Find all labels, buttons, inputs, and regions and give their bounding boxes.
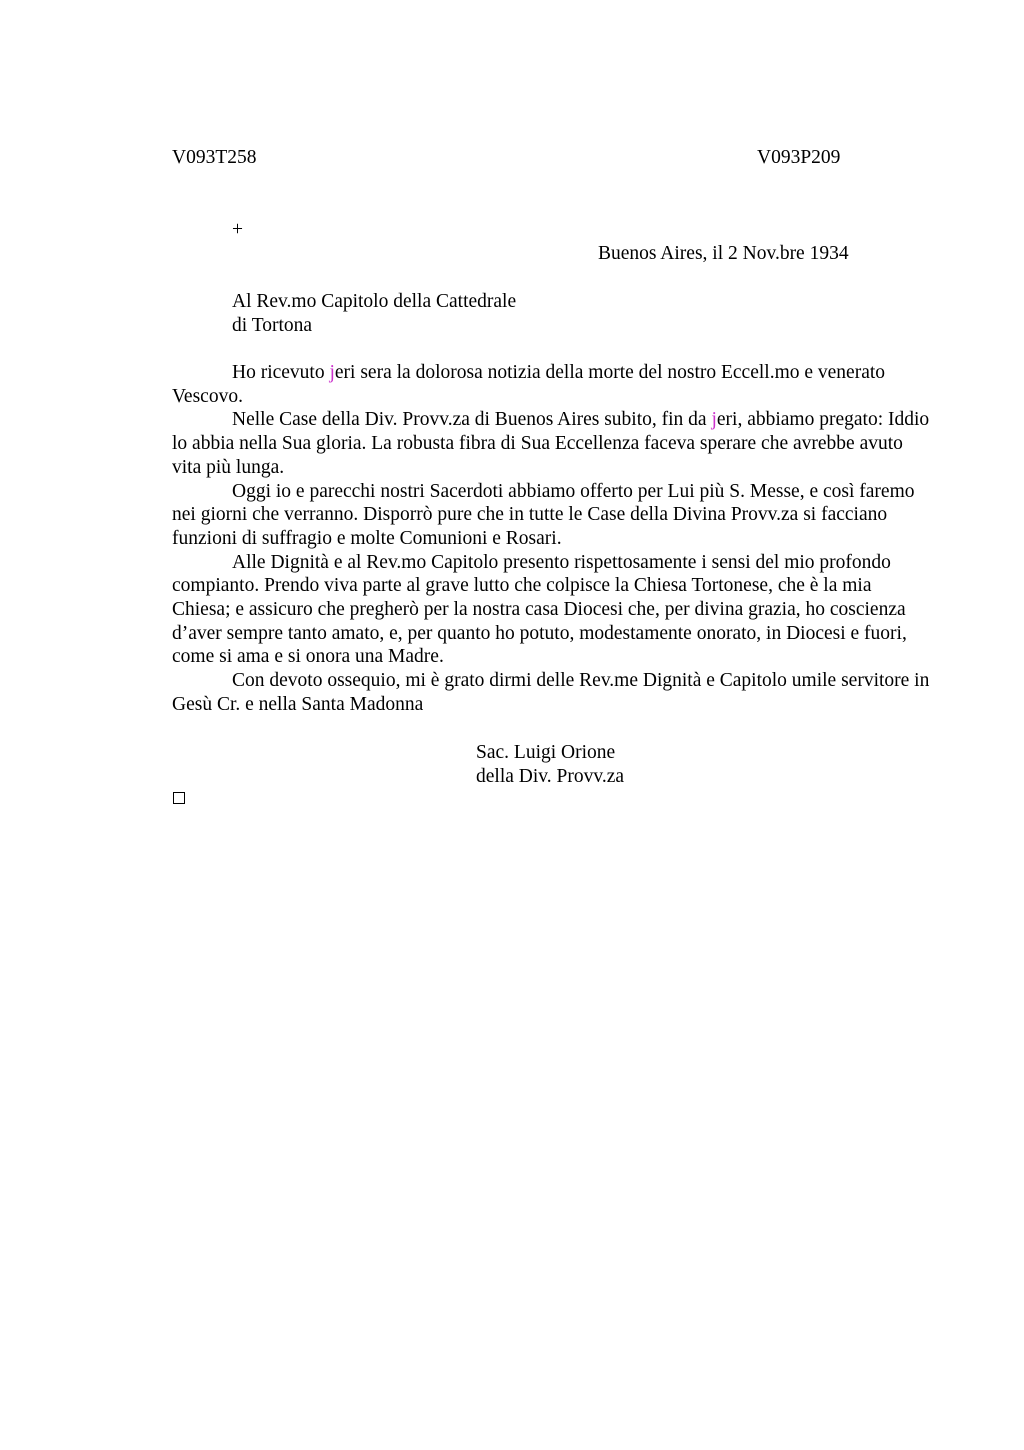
addressee-line-1: Al Rev.mo Capitolo della Cattedrale	[232, 291, 517, 312]
cross-symbol: +	[232, 219, 243, 240]
end-square-icon	[173, 792, 185, 804]
paragraph-2-start: Nelle Case della Div. Provv.za di Buenos Aires subito, fin da	[232, 409, 712, 431]
paragraph-3: Oggi io e parecchi nostri Sacerdoti abbiamo offerto per Lui più S. Messe, e così faremo nei giorni che verranno. Disporrò pure che in tutte le Case della Divina Provv.za si facciano funzioni di suffragio e molte Comunioni e Rosari.	[172, 480, 915, 549]
paragraph-2-rest: eri, abbiamo pregato: Iddio lo abbia nella Sua gloria. La robusta fibra di Sua Eccellenza faceva sperare che avrebbe avuto vita più lunga.	[172, 409, 930, 478]
paragraph-4: Alle Dignità e al Rev.mo Capitolo presento rispettosamente i sensi del mio profondo compianto. Prendo viva parte al grave lutto che colpisce la Chiesa Tortonese, che è la mia Chiesa; e assicuro che pregherò per la nostra casa Diocesi che, per divina grazia, ho coscienza d’aver sempre tanto amato, e, per quanto ho potuto, modestamente onorato, in Diocesi e fuori, come si ama e si onora una Madre.	[172, 551, 907, 668]
document-code-left: V093T258	[172, 147, 257, 168]
paragraph-1-rest: eri sera la dolorosa notizia della morte del nostro Eccell.mo e venerato Vescovo.	[172, 362, 886, 407]
signature-title: della Div. Provv.za	[476, 766, 625, 787]
paragraph-1-start: Ho ricevuto	[232, 362, 330, 383]
addressee-line-2: di Tortona	[232, 315, 313, 336]
dateline: Buenos Aires, il 2 Nov.bre 1934	[598, 243, 849, 264]
paragraph-2	[172, 408, 932, 479]
paragraph-5: Con devoto ossequio, mi è grato dirmi delle Rev.me Dignità e Capitolo umile servitore in Gesù Cr. e nella Santa Madonna	[172, 670, 930, 715]
paragraph-1	[172, 361, 932, 408]
document-code-right: V093P209	[757, 147, 841, 168]
highlighted-letter: j	[711, 409, 717, 431]
highlighted-letter: j	[329, 362, 335, 383]
signature-name: Sac. Luigi Orione	[476, 742, 616, 763]
addressee	[232, 290, 516, 338]
letter-body	[172, 361, 932, 717]
signature	[476, 741, 624, 789]
